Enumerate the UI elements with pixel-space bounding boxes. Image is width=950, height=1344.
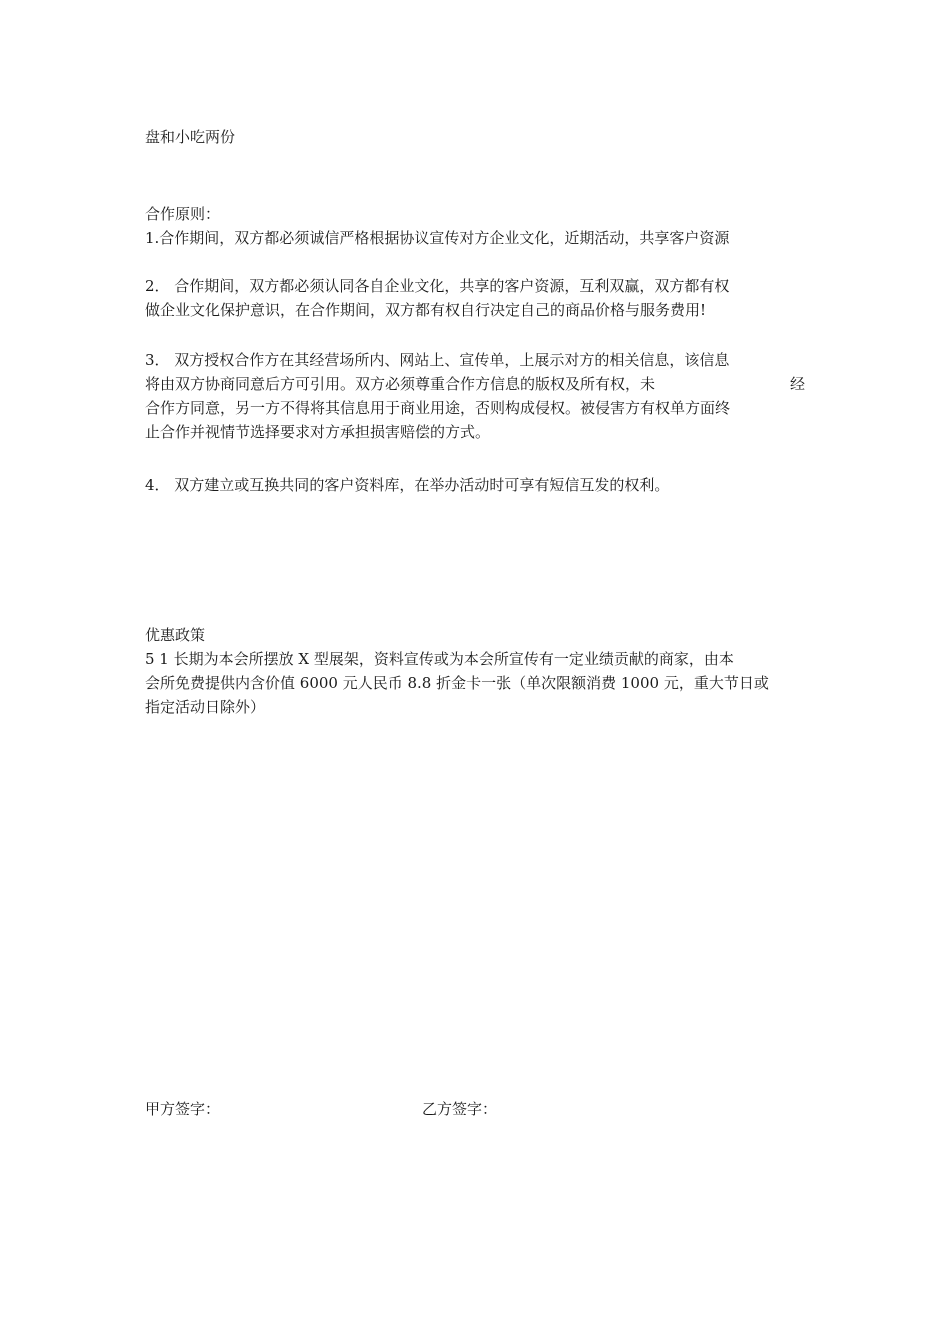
discount-heading: 优惠政策 (145, 626, 206, 644)
party-a-signature-label: 甲方签字： (145, 1100, 221, 1118)
principle-item-3-line-4: 止合作并视情节选择要求对方承担损害赔偿的方式。 (145, 423, 491, 441)
principles-heading: 合作原则： (145, 205, 221, 223)
principle-item-3-line-2-right: 经 (789, 375, 805, 393)
principle-item-2-line-2: 做企业文化保护意识，在合作期间，双方都有权自行决定自己的商品价格与服务费用! (145, 301, 707, 319)
discount-line-3: 指定活动日除外） (145, 698, 266, 716)
principle-item-3 (145, 348, 805, 444)
discount-paragraph (145, 647, 805, 719)
principle-item-1: 1.合作期间，双方都必须诚信严格根据协议宣传对方企业文化，近期活动，共享客户资源 (145, 229, 730, 247)
principle-item-2 (145, 274, 805, 322)
principle-item-3-line-2 (145, 372, 805, 396)
principle-item-3-line-1: 3． 双方授权合作方在其经营场所内、网站上、宣传单，上展示对方的相关信息，该信息 (145, 351, 730, 369)
discount-line-1: 5 1 长期为本会所摆放 X 型展架，资料宣传或为本会所宣传有一定业绩贡献的商家，由本 (145, 650, 734, 668)
principle-item-3-line-2-left: 将由双方协商同意后方可引用。双方必须尊重合作方信息的版权及所有权，未 (145, 375, 656, 393)
intro-line: 盘和小吃两份 (145, 128, 236, 146)
principle-item-4: 4． 双方建立或互换共同的客户资料库，在举办活动时可享有短信互发的权利。 (145, 476, 670, 494)
principle-item-3-line-3: 合作方同意，另一方不得将其信息用于商业用途，否则构成侵权。被侵害方有权单方面终 (145, 399, 731, 417)
principle-item-2-line-1: 2． 合作期间，双方都必须认同各自企业文化，共享的客户资源，互利双赢，双方都有权 (145, 277, 730, 295)
discount-line-2: 会所免费提供内含价值 6000 元人民币 8.8 折金卡一张（单次限额消费 1000 元，重大节日或 (145, 674, 769, 692)
party-b-signature-label: 乙方签字： (422, 1100, 498, 1118)
